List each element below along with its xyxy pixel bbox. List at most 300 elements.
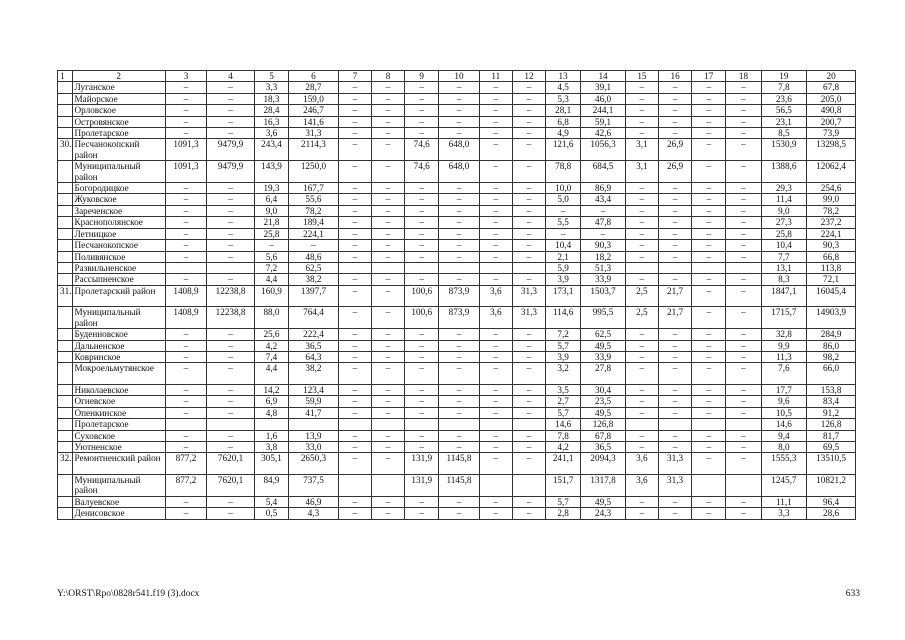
table-cell: – [479,508,512,519]
table-cell: – [692,396,726,407]
table-cell: 30,4 [581,384,626,395]
table-cell [726,419,761,430]
row-number [58,384,73,395]
table-cell: 123,4 [289,384,339,395]
row-number [58,508,73,519]
table-cell: 189,4 [289,217,339,228]
table-cell: 31,3 [658,453,691,475]
table-cell: – [625,183,658,194]
row-name: Рассыпненское [72,274,165,285]
column-header: 6 [289,71,339,82]
table-cell: 222,4 [289,329,339,340]
table-cell: 167,7 [289,183,339,194]
table-cell: 12062,4 [807,161,856,183]
table-cell: 69,5 [807,441,856,452]
table-cell: – [658,329,691,340]
table-cell [692,419,726,430]
table-cell: – [726,139,761,161]
column-header: 12 [512,71,545,82]
table-cell: – [338,194,371,205]
table-cell [512,262,545,273]
table-body [58,71,856,520]
table-cell: – [726,128,761,139]
table-cell: – [658,384,691,395]
table-row [58,396,856,407]
table-cell: – [658,105,691,116]
column-header: 15 [625,71,658,82]
table-cell: 99,0 [807,194,856,205]
row-name: Богородицкое [72,183,165,194]
table-cell: 21,7 [658,307,691,329]
row-number [58,93,73,104]
table-cell: – [692,93,726,104]
data-table [57,70,856,520]
table-cell: 39,1 [581,82,626,93]
table-cell: – [371,329,404,340]
table-cell: – [479,274,512,285]
table-cell: – [338,285,371,307]
table-cell [479,419,512,430]
table-cell: 200,7 [807,116,856,127]
table-cell: – [692,329,726,340]
table-cell: – [625,228,658,239]
table-cell: – [625,396,658,407]
row-name: Ковринское [72,351,165,362]
table-cell: 2,1 [546,251,581,262]
table-row [58,351,856,362]
row-number: 30. [58,139,73,161]
table-cell: 66,8 [807,251,856,262]
table-cell: 237,2 [807,217,856,228]
table-cell: – [726,93,761,104]
table-cell: – [338,363,371,385]
row-name: Буденновское [72,329,165,340]
table-cell: 1715,7 [761,307,807,329]
table-cell: 84,9 [254,474,288,496]
table-cell: 11,1 [761,496,807,507]
table-cell: 91,2 [807,407,856,418]
table-cell: – [658,93,691,104]
table-cell: – [658,82,691,93]
table-cell [726,474,761,496]
table-cell: 24,3 [581,508,626,519]
table-cell: – [625,508,658,519]
table-cell: – [439,363,479,385]
table-row [58,384,856,395]
table-row [58,128,856,139]
table-cell: – [692,251,726,262]
table-row [58,251,856,262]
table-cell: 59,9 [289,396,339,407]
table-cell: 5,7 [546,496,581,507]
row-number [58,407,73,418]
table-cell: – [625,240,658,251]
table-cell: – [692,441,726,452]
table-cell: – [165,205,206,216]
table-cell: – [726,430,761,441]
table-cell: – [479,251,512,262]
table-cell: – [371,396,404,407]
table-row [58,340,856,351]
table-cell: 38,2 [289,363,339,385]
table-cell: – [338,161,371,183]
table-cell: – [512,508,545,519]
table-cell: – [338,251,371,262]
table-row [58,205,856,216]
row-number [58,340,73,351]
table-cell: – [439,105,479,116]
table-cell: 90,3 [807,240,856,251]
table-cell: – [165,496,206,507]
table-cell: 8,5 [761,128,807,139]
table-cell: – [479,105,512,116]
table-cell: – [207,340,255,351]
table-cell: 59,1 [581,116,626,127]
table-cell: – [371,240,404,251]
table-cell: – [479,496,512,507]
table-cell: – [371,251,404,262]
table-cell: 2,5 [625,285,658,307]
table-cell: 43,4 [581,194,626,205]
table-cell: – [338,228,371,239]
table-cell: 151,7 [546,474,581,496]
table-cell: 46,9 [289,496,339,507]
table-cell: – [207,228,255,239]
table-cell: 4,4 [254,363,288,385]
table-cell: 143,9 [254,161,288,183]
table-cell: 7620,1 [207,453,255,475]
table-cell: 877,2 [165,474,206,496]
table-cell: – [692,285,726,307]
table-cell: 7,2 [546,329,581,340]
table-cell: – [658,116,691,127]
table-row [58,228,856,239]
table-cell: – [658,217,691,228]
table-cell: – [625,340,658,351]
table-cell: – [512,240,545,251]
table-cell: 131,9 [405,474,439,496]
table-cell: – [338,441,371,452]
table-cell: – [625,116,658,127]
table-cell: – [479,329,512,340]
table-cell: – [371,496,404,507]
table-cell: 1091,3 [165,161,206,183]
table-cell: 2650,3 [289,453,339,475]
table-row [58,82,856,93]
table-cell: 33,9 [581,274,626,285]
table-cell: – [658,251,691,262]
table-cell: 684,5 [581,161,626,183]
table-cell: – [512,407,545,418]
row-number [58,363,73,385]
column-header: 14 [581,71,626,82]
table-cell: – [625,82,658,93]
table-cell [658,262,691,273]
table-cell: 9,0 [254,205,288,216]
table-cell: 3,6 [479,307,512,329]
table-cell: – [207,240,255,251]
table-cell: – [658,240,691,251]
table-cell: – [338,183,371,194]
table-cell: – [692,139,726,161]
table-cell: 3,9 [546,351,581,362]
table-cell: – [726,82,761,93]
table-row [58,407,856,418]
table-cell: – [165,194,206,205]
table-row [58,430,856,441]
table-cell: – [658,340,691,351]
table-cell: – [479,430,512,441]
table-cell: – [405,228,439,239]
table-cell: 98,2 [807,351,856,362]
table-cell: 31,3 [289,128,339,139]
table-cell: 7,8 [546,430,581,441]
table-cell: – [165,217,206,228]
table-cell: 66,0 [807,363,856,385]
table-row [58,329,856,340]
table-cell: – [658,205,691,216]
table-cell: 10,4 [761,240,807,251]
table-cell: – [692,508,726,519]
row-name: Жуковское [72,194,165,205]
table-cell: 74,6 [405,161,439,183]
table-cell: 3,5 [546,384,581,395]
table-cell: 33,9 [581,351,626,362]
table-cell: – [371,285,404,307]
table-cell: 78,2 [807,205,856,216]
table-cell: – [726,441,761,452]
table-cell: – [479,128,512,139]
table-cell: 3,1 [625,161,658,183]
table-cell: 159,0 [289,93,339,104]
table-cell: – [512,116,545,127]
table-cell: – [439,217,479,228]
table-cell: – [439,93,479,104]
table-cell: – [439,329,479,340]
table-cell: – [479,407,512,418]
table-cell: – [625,496,658,507]
table-cell: – [371,508,404,519]
table-cell: – [165,274,206,285]
table-cell: – [405,93,439,104]
table-cell: – [726,274,761,285]
table-cell: – [658,351,691,362]
table-cell: – [371,139,404,161]
table-cell: 10821,2 [807,474,856,496]
row-name: Суховское [72,430,165,441]
row-name: Краснополянское [72,217,165,228]
table-cell: 764,4 [289,307,339,329]
table-cell: – [207,508,255,519]
table-cell: – [207,116,255,127]
table-cell: – [371,430,404,441]
table-row [58,474,856,496]
table-cell: – [479,384,512,395]
table-cell: 153,8 [807,384,856,395]
table-cell: 3,6 [254,128,288,139]
table-cell: – [338,274,371,285]
row-number [58,228,73,239]
table-cell: – [338,384,371,395]
table-row [58,183,856,194]
table-cell: 86,9 [581,183,626,194]
table-cell: 88,0 [254,307,288,329]
table-cell: – [371,384,404,395]
table-cell: – [479,139,512,161]
table-cell: – [692,307,726,329]
table-cell: – [439,228,479,239]
table-cell: – [207,217,255,228]
table-cell: 67,8 [581,430,626,441]
row-name: Орловское [72,105,165,116]
table-cell: – [165,508,206,519]
row-name: Уютненское [72,441,165,452]
table-cell: 90,3 [581,240,626,251]
table-cell: 10,0 [546,183,581,194]
table-cell: 3,9 [546,274,581,285]
table-cell: – [338,351,371,362]
table-cell: – [512,194,545,205]
column-header: 4 [207,71,255,82]
table-cell: – [726,116,761,127]
table-cell: – [726,228,761,239]
row-number [58,82,73,93]
table-cell: 13510,5 [807,453,856,475]
row-name: Огневское [72,396,165,407]
table-cell: – [692,407,726,418]
table-cell: 7,4 [254,351,288,362]
table-cell: – [165,363,206,385]
table-cell: 5,6 [254,251,288,262]
table-cell: 114,6 [546,307,581,329]
table-cell: 5,7 [546,407,581,418]
table-cell: 254,6 [807,183,856,194]
table-cell: 27,3 [761,217,807,228]
table-cell: 100,6 [405,307,439,329]
table-cell: – [371,453,404,475]
table-cell: 73,9 [807,128,856,139]
table-cell: 2,7 [546,396,581,407]
table-cell: 55,6 [289,194,339,205]
table-cell: 2094,3 [581,453,626,475]
table-cell: – [405,407,439,418]
table-cell: – [439,116,479,127]
column-header: 20 [807,71,856,82]
table-cell: – [692,82,726,93]
table-cell [371,474,404,496]
table-cell: – [726,183,761,194]
row-name: Денисовское [72,508,165,519]
table-cell: 14903,9 [807,307,856,329]
table-cell: – [625,441,658,452]
table-cell: – [289,240,339,251]
table-cell: – [338,240,371,251]
table-cell: – [338,430,371,441]
table-cell: 16,3 [254,116,288,127]
table-cell [625,262,658,273]
table-cell: 28,1 [546,105,581,116]
row-name: Ремонтненский район [72,453,165,475]
table-cell: 11,3 [761,351,807,362]
row-name: Муниципальный район [72,161,165,183]
table-cell: – [658,430,691,441]
table-cell: 141,6 [289,116,339,127]
table-cell: 49,5 [581,340,626,351]
table-cell: 14,6 [546,419,581,430]
table-cell: – [405,351,439,362]
table-cell: – [338,496,371,507]
row-number [58,496,73,507]
table-cell [692,262,726,273]
table-cell: 243,4 [254,139,288,161]
table-cell: – [405,183,439,194]
table-cell: – [512,105,545,116]
table-cell: – [439,351,479,362]
row-number [58,441,73,452]
table-cell: 9,9 [761,340,807,351]
table-cell: – [405,508,439,519]
header-row [58,71,856,82]
table-cell [726,262,761,273]
table-cell: 19,3 [254,183,288,194]
table-cell [512,419,545,430]
row-name: Пролетарский район [72,285,165,307]
table-cell [625,419,658,430]
table-cell: 1388,6 [761,161,807,183]
table-cell: 5,4 [254,496,288,507]
table-cell: – [726,194,761,205]
table-cell: 8,3 [761,274,807,285]
row-name: Опенкинское [72,407,165,418]
table-cell: – [512,496,545,507]
table-cell: – [658,508,691,519]
table-cell: – [439,82,479,93]
table-row [58,116,856,127]
table-cell: 25,8 [254,228,288,239]
table-cell: – [625,217,658,228]
footer-page-number: 633 [845,589,860,599]
table-cell: – [405,240,439,251]
table-cell: – [692,496,726,507]
table-cell: – [726,363,761,385]
table-cell: – [405,274,439,285]
table-cell: – [726,205,761,216]
table-cell: 32,8 [761,329,807,340]
table-cell [254,419,288,430]
table-cell: 131,9 [405,453,439,475]
table-cell: – [692,430,726,441]
row-name: Зареченское [72,205,165,216]
table-cell: 9,0 [761,205,807,216]
table-cell: – [405,116,439,127]
table-cell: – [479,183,512,194]
table-cell: – [658,228,691,239]
table-cell: 2,8 [546,508,581,519]
table-cell: – [338,340,371,351]
table-cell: – [405,496,439,507]
table-cell [405,419,439,430]
table-cell: – [512,274,545,285]
table-cell: 9,6 [761,396,807,407]
table-cell: – [625,105,658,116]
table-cell: 648,0 [439,139,479,161]
table-cell: – [207,430,255,441]
table-cell: 1091,3 [165,139,206,161]
table-cell: – [207,351,255,362]
table-cell: 83,4 [807,396,856,407]
table-cell: 12238,8 [207,307,255,329]
row-number [58,240,73,251]
